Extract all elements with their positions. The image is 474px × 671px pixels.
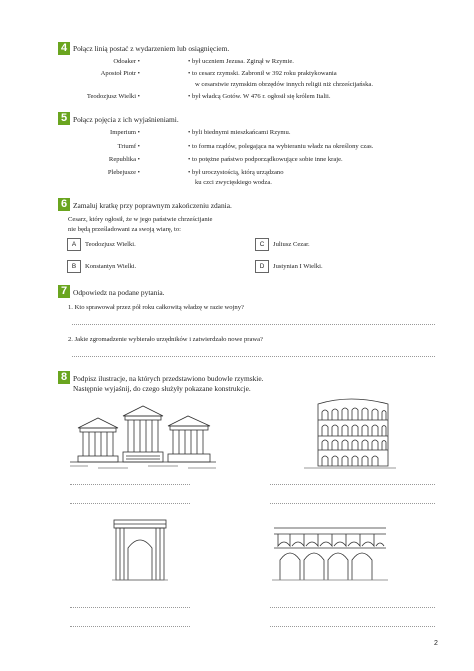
t5-right-3: • to potężne państwo podporządkowujące sobie inne kraje.: [188, 156, 343, 163]
t8-answer-line-4[interactable]: [270, 503, 435, 504]
t6-option-b-text: Konstantyn Wielki.: [85, 263, 137, 270]
t5-right-4-cont: ku czci zwycięskiego wodza.: [195, 179, 272, 186]
t4-right-3: • był władcą Gotów. W 476 r. ogłosił się królem Italii.: [188, 93, 330, 100]
t6-option-b-box[interactable]: B: [67, 260, 81, 273]
t8-answer-line-5[interactable]: [70, 607, 190, 608]
t4-right-2: • to cesarz rzymski. Zabronił w 392 roku praktykowania: [188, 70, 337, 77]
t5-right-1: • byli biednymi mieszkańcami Rzymu.: [188, 129, 291, 136]
t4-left-1: Odoaker •: [60, 58, 140, 65]
t4-right-2-cont: w cesarstwie rzymskim obrzędów innych religii niż chrześcijańska.: [195, 81, 373, 88]
t5-left-4: Plebejusze •: [60, 169, 140, 176]
t8-answer-line-8[interactable]: [270, 626, 435, 627]
t5-left-3: Republika •: [60, 156, 140, 163]
t7-answer-1-line[interactable]: [72, 324, 435, 325]
forum-illustration: [68, 400, 218, 472]
task-5-instruction: Połącz pojęcia z ich wyjaśnieniami.: [73, 115, 179, 124]
t5-right-4: • był uroczystością, którą urządzano: [188, 169, 284, 176]
t4-left-2: Apostoł Piotr •: [60, 70, 140, 77]
t8-answer-line-6[interactable]: [70, 626, 190, 627]
task-8-number: 8: [58, 371, 70, 384]
task-7-number: 7: [58, 285, 70, 298]
t6-option-c-text: Juliusz Cezar.: [273, 241, 310, 248]
task-8-line-1: Podpisz ilustracje, na których przedstawiono budowle rzymskie.: [73, 374, 264, 383]
t8-answer-line-1[interactable]: [70, 484, 190, 485]
triumphal-arch-illustration: [110, 514, 170, 584]
t8-answer-line-2[interactable]: [70, 503, 190, 504]
t5-left-1: Imperium •: [60, 129, 140, 136]
t6-option-d-box[interactable]: D: [255, 260, 269, 273]
t5-left-2: Triumf •: [60, 143, 140, 150]
page-number: 2: [434, 640, 438, 647]
t8-answer-line-3[interactable]: [270, 484, 435, 485]
t8-answer-line-7[interactable]: [270, 607, 435, 608]
task-6-instruction: Zamaluj kratkę przy poprawnym zakończeniu zdania.: [73, 201, 232, 210]
task-5-number: 5: [58, 112, 70, 125]
t4-right-1: • był uczniem Jezusa. Zginął w Rzymie.: [188, 58, 294, 65]
task-7-instruction: Odpowiedz na podane pytania.: [73, 288, 165, 297]
t6-option-c-box[interactable]: C: [255, 238, 269, 251]
t5-right-2: • to forma rządów, polegająca na wybieraniu władz na określony czas.: [188, 143, 373, 150]
task-4-instruction: Połącz linią postać z wydarzeniem lub osiągnięciem.: [73, 44, 230, 53]
colosseum-illustration: [300, 392, 400, 472]
task-8-line-2: Następnie wyjaśnij, do czego służyły pokazane konstrukcje.: [73, 384, 251, 393]
t6-option-a-box[interactable]: A: [67, 238, 81, 251]
t6-option-d-text: Justynian I Wielki.: [273, 263, 323, 270]
t6-sentence-2: nie będą prześladowani za swoją wiarę, to:: [68, 226, 181, 233]
t6-sentence-1: Cesarz, który ogłosił, że w jego państwie chrześcijanie: [68, 216, 213, 223]
t6-option-a-text: Teodozjusz Wielki.: [85, 241, 136, 248]
task-4-number: 4: [58, 42, 70, 55]
t4-left-3: Teodozjusz Wielki •: [60, 93, 140, 100]
t7-question-2: 2. Jakie zgromadzenie wybierało urzędników i zatwierdzało nowe prawa?: [68, 336, 263, 343]
t7-answer-2-line[interactable]: [72, 356, 435, 357]
t7-question-1: 1. Kto sprawował przez pół roku całkowitą władzę w razie wojny?: [68, 304, 244, 311]
aqueduct-illustration: [270, 520, 390, 584]
task-6-number: 6: [58, 198, 70, 211]
